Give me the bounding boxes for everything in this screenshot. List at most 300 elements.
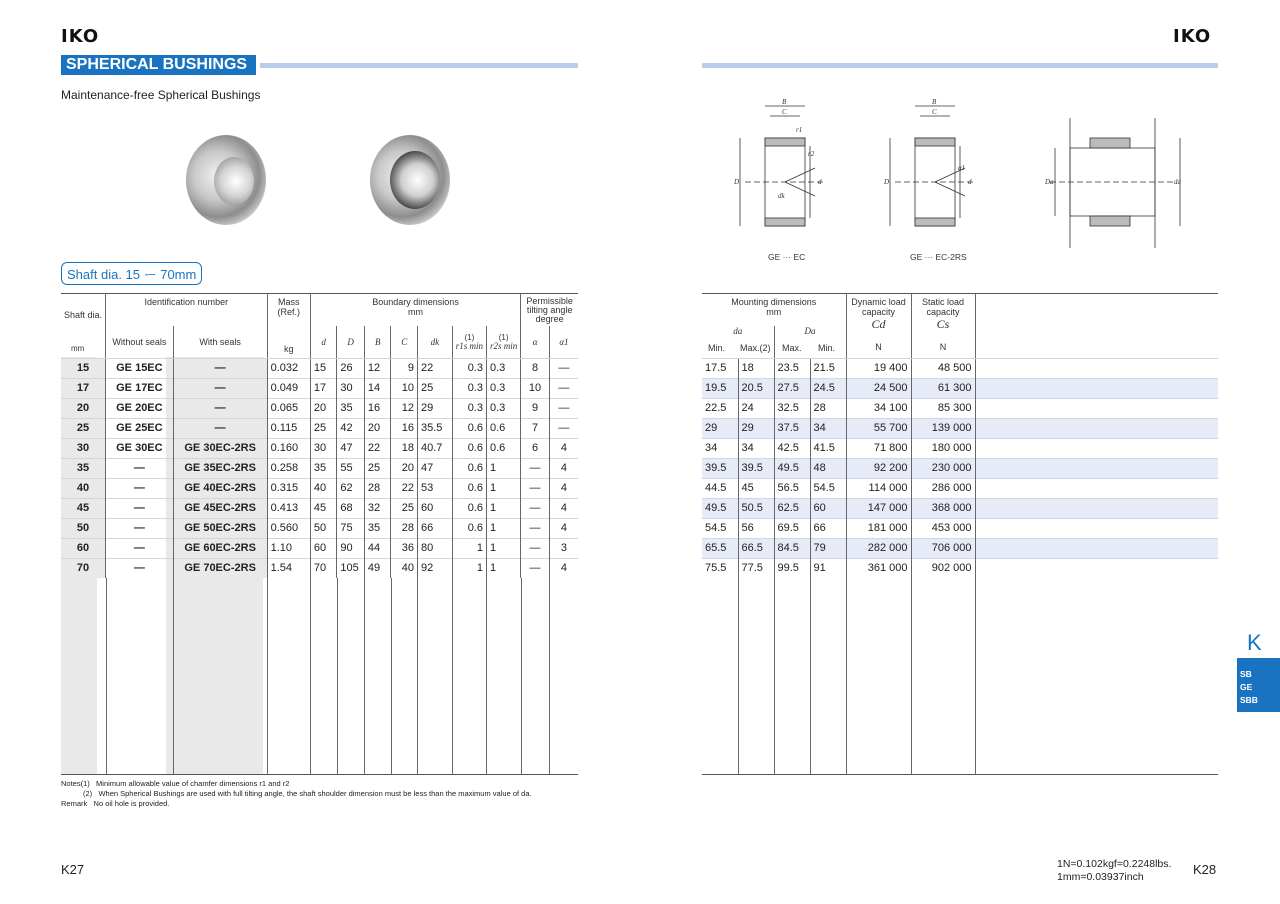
column-rule	[810, 578, 811, 775]
dim-label-D: D	[734, 178, 740, 186]
cell-cs: 139 000	[911, 418, 975, 438]
dim-label-d-2rs: d	[968, 178, 972, 186]
cell-da_max: 29	[738, 418, 774, 438]
cell-D: 26	[337, 358, 365, 378]
side-tab-index[interactable]	[1237, 658, 1280, 712]
column-rule	[267, 578, 268, 775]
cell-a1: —	[549, 358, 578, 378]
cell-D: 75	[337, 518, 365, 538]
cell-r1: 0.3	[452, 358, 486, 378]
table-row	[702, 438, 1218, 458]
cell-C: 25	[391, 498, 418, 518]
cell-mass: 1.54	[267, 558, 310, 578]
head-without: Without seals	[106, 326, 174, 358]
cell-with: —	[173, 358, 267, 378]
cell-r1: 0.6	[452, 458, 486, 478]
cross-section-drawings	[730, 98, 1220, 268]
cell-da_max: 24	[738, 398, 774, 418]
cell-mass: 0.160	[267, 438, 310, 458]
cell-C: 10	[391, 378, 418, 398]
column-rule	[738, 578, 739, 775]
cell-with: GE 50EC-2RS	[173, 518, 267, 538]
cell-a1: 3	[549, 538, 578, 558]
dim-label-Da: Da	[1045, 178, 1054, 186]
cell-r2: 0.6	[486, 418, 520, 438]
cell-da_min: 19.5	[702, 378, 738, 398]
dim-label-r2: r2	[808, 150, 815, 158]
cell-B: 20	[364, 418, 391, 438]
head-static: Static load capacity Cs N	[911, 294, 975, 358]
cell-C: 22	[391, 478, 418, 498]
cell-D: 42	[337, 418, 365, 438]
cell-C: 20	[391, 458, 418, 478]
cell-C: 28	[391, 518, 418, 538]
cell-cs: 61 300	[911, 378, 975, 398]
head-boundary	[310, 294, 520, 326]
head-alpha1: α1	[549, 326, 578, 358]
cell-da_min: 44.5	[702, 478, 738, 498]
cell-r1: 0.3	[452, 398, 486, 418]
cell-cd: 55 700	[846, 418, 911, 438]
cell-shaft: 50	[61, 518, 106, 538]
cell-without: —	[106, 478, 174, 498]
head-Da: Da	[774, 326, 846, 358]
cell-dk: 80	[417, 538, 452, 558]
cell-without: GE 25EC	[106, 418, 174, 438]
cell-d: 15	[310, 358, 337, 378]
cell-a1: 4	[549, 558, 578, 578]
cell-D: 47	[337, 438, 365, 458]
cell-shaft: 15	[61, 358, 106, 378]
table-row	[702, 498, 1218, 518]
head-da-max: Max.(2)	[740, 342, 771, 353]
cell-without: GE 30EC	[106, 438, 174, 458]
cell-da_max: 56	[738, 518, 774, 538]
cell-cd: 92 200	[846, 458, 911, 478]
cell-Da_max: 99.5	[774, 558, 810, 578]
table-row	[61, 498, 578, 518]
unit-conversion	[1057, 858, 1171, 884]
head-da-min: Min.	[708, 342, 726, 353]
cell-da_min: 54.5	[702, 518, 738, 538]
cell-da_min: 17.5	[702, 358, 738, 378]
cell-blank	[975, 498, 1218, 518]
dim-label-C: C	[782, 108, 787, 116]
head-mass-unit: kg	[267, 326, 310, 358]
cell-dk: 60	[417, 498, 452, 518]
cell-a1: 4	[549, 478, 578, 498]
dim-label-D-2rs: D	[884, 178, 890, 186]
cell-without: GE 15EC	[106, 358, 174, 378]
head-d: d	[310, 326, 337, 358]
cell-without: —	[106, 458, 174, 478]
cell-Da_min: 41.5	[810, 438, 846, 458]
cell-r2: 0.3	[486, 358, 520, 378]
cell-Da_min: 79	[810, 538, 846, 558]
dim-label-r1: r1	[796, 126, 803, 134]
shaft-range-badge: Shaft dia. 15 ー 70mm	[61, 262, 202, 285]
head-da: da	[733, 325, 743, 336]
cell-shaft: 20	[61, 398, 106, 418]
brand-logo-right: IKO	[1173, 26, 1212, 47]
cell-D: 105	[337, 558, 365, 578]
cell-C: 12	[391, 398, 418, 418]
head-mounting-unit: mm	[766, 307, 782, 317]
cell-a1: 4	[549, 458, 578, 478]
cell-B: 32	[364, 498, 391, 518]
cell-cs: 706 000	[911, 538, 975, 558]
cell-D: 62	[337, 478, 365, 498]
column-rule	[486, 578, 487, 775]
cell-d: 45	[310, 498, 337, 518]
cell-dk: 35.5	[417, 418, 452, 438]
cell-with: —	[173, 418, 267, 438]
cell-cs: 48 500	[911, 358, 975, 378]
table-row	[61, 478, 578, 498]
side-tab-sbb[interactable]: SBB	[1240, 695, 1258, 705]
cell-a1: —	[549, 378, 578, 398]
cell-cd: 361 000	[846, 558, 911, 578]
cell-da_min: 34	[702, 438, 738, 458]
table-row	[61, 398, 578, 418]
cell-mass: 0.115	[267, 418, 310, 438]
cell-without: GE 20EC	[106, 398, 174, 418]
side-tab-letter: K	[1247, 630, 1262, 655]
cell-shaft: 70	[61, 558, 106, 578]
cell-blank	[975, 458, 1218, 478]
cell-Da_max: 37.5	[774, 418, 810, 438]
head-ident: Identification number	[106, 294, 268, 326]
side-tab-sb[interactable]: SB	[1240, 669, 1252, 679]
cell-da_max: 20.5	[738, 378, 774, 398]
cell-d: 17	[310, 378, 337, 398]
cell-blank	[975, 538, 1218, 558]
page-number-right: K28	[1193, 862, 1217, 877]
cell-d: 25	[310, 418, 337, 438]
cell-cs: 180 000	[911, 438, 975, 458]
cell-shaft: 45	[61, 498, 106, 518]
cell-da_max: 66.5	[738, 538, 774, 558]
cell-B: 22	[364, 438, 391, 458]
cell-D: 55	[337, 458, 365, 478]
cell-blank	[975, 418, 1218, 438]
table-row	[702, 518, 1218, 538]
cell-Da_max: 42.5	[774, 438, 810, 458]
column-rule	[391, 578, 392, 775]
cell-Da_min: 48	[810, 458, 846, 478]
head-dynamic: Dynamic load capacity Cd N	[846, 294, 911, 358]
cell-cs: 453 000	[911, 518, 975, 538]
cell-Da_max: 62.5	[774, 498, 810, 518]
cell-cs: 230 000	[911, 458, 975, 478]
cell-cd: 71 800	[846, 438, 911, 458]
cell-Da_min: 66	[810, 518, 846, 538]
cell-without: GE 17EC	[106, 378, 174, 398]
cell-a: —	[521, 518, 550, 538]
cell-without: —	[106, 518, 174, 538]
cell-shaft: 35	[61, 458, 106, 478]
section-title: SPHERICAL BUSHINGS	[61, 55, 256, 75]
cell-d: 40	[310, 478, 337, 498]
head-shaft: Shaft dia.	[64, 310, 103, 320]
cell-D: 90	[337, 538, 365, 558]
column-rule	[452, 578, 453, 775]
cell-a: 7	[521, 418, 550, 438]
conversion-force: 1N=0.102kgf=0.2248lbs.	[1057, 858, 1172, 870]
dim-label-d: d	[818, 178, 822, 186]
cell-d: 30	[310, 438, 337, 458]
cell-B: 28	[364, 478, 391, 498]
cell-r1: 1	[452, 558, 486, 578]
cell-Da_max: 27.5	[774, 378, 810, 398]
head-Da-min: Min.	[818, 342, 836, 353]
cell-C: 18	[391, 438, 418, 458]
brand-logo-left: IKO	[61, 26, 100, 47]
cell-blank	[975, 358, 1218, 378]
column-rule	[173, 578, 174, 775]
cell-dk: 29	[417, 398, 452, 418]
cell-cd: 147 000	[846, 498, 911, 518]
column-rule	[521, 578, 522, 775]
cell-with: GE 30EC-2RS	[173, 438, 267, 458]
drawing-ge-ec	[740, 106, 825, 226]
cell-blank	[975, 378, 1218, 398]
caption-ge-ec-2rs: GE ··· EC-2RS	[910, 252, 967, 262]
cell-Da_min: 28	[810, 398, 846, 418]
note-2: (2) When Spherical Bushings are used with full tilting angle, the shaft shoulder dimension must be less than the maximum value of da.	[83, 789, 532, 798]
cell-Da_min: 91	[810, 558, 846, 578]
cell-shaft: 17	[61, 378, 106, 398]
cell-r2: 0.3	[486, 378, 520, 398]
side-tab-ge[interactable]: GE	[1240, 682, 1253, 692]
cell-a1: —	[549, 398, 578, 418]
cell-da_min: 49.5	[702, 498, 738, 518]
cell-with: —	[173, 378, 267, 398]
notes	[61, 779, 532, 809]
head-C: C	[391, 326, 418, 358]
cell-without: —	[106, 498, 174, 518]
cell-Da_min: 34	[810, 418, 846, 438]
cell-B: 49	[364, 558, 391, 578]
table-row	[61, 418, 578, 438]
cell-blank	[975, 438, 1218, 458]
table-row	[61, 538, 578, 558]
cell-with: —	[173, 398, 267, 418]
cell-cd: 181 000	[846, 518, 911, 538]
caption-ge-ec: GE ··· EC	[768, 252, 806, 262]
cell-r2: 1	[486, 498, 520, 518]
cell-Da_max: 23.5	[774, 358, 810, 378]
cell-blank	[975, 558, 1218, 578]
cell-d: 50	[310, 518, 337, 538]
cell-D: 68	[337, 498, 365, 518]
column-rule	[774, 578, 775, 775]
head-with: With seals	[173, 326, 267, 358]
cell-r2: 1	[486, 478, 520, 498]
cell-d: 70	[310, 558, 337, 578]
cell-shaft: 40	[61, 478, 106, 498]
table-row	[61, 378, 578, 398]
table-row	[702, 538, 1218, 558]
cell-dk: 53	[417, 478, 452, 498]
subtitle: Maintenance-free Spherical Bushings	[61, 88, 261, 102]
dim-label-dk: dk	[778, 192, 785, 200]
head-perm: Permissible tilting angle degree	[521, 294, 578, 326]
dim-label-C-2rs: C	[932, 108, 937, 116]
product-photo-ec-2rs	[370, 135, 450, 225]
note-1: Notes(1) Minimum allowable value of chamfer dimensions r1 and r2	[61, 779, 290, 788]
cell-da_min: 22.5	[702, 398, 738, 418]
cell-Da_min: 21.5	[810, 358, 846, 378]
cell-Da_min: 24.5	[810, 378, 846, 398]
cell-without: —	[106, 558, 174, 578]
cell-da_min: 39.5	[702, 458, 738, 478]
cell-mass: 0.413	[267, 498, 310, 518]
cell-Da_min: 60	[810, 498, 846, 518]
cell-D: 30	[337, 378, 365, 398]
column-rule	[106, 578, 107, 775]
cell-a: —	[521, 498, 550, 518]
cell-B: 12	[364, 358, 391, 378]
cell-dk: 40.7	[417, 438, 452, 458]
dim-label-alpha1: α1	[958, 164, 966, 172]
cell-Da_max: 84.5	[774, 538, 810, 558]
cell-a1: 4	[549, 438, 578, 458]
cell-with: GE 40EC-2RS	[173, 478, 267, 498]
cell-a1: 4	[549, 518, 578, 538]
cell-cd: 24 500	[846, 378, 911, 398]
cell-cd: 282 000	[846, 538, 911, 558]
cell-cd: 114 000	[846, 478, 911, 498]
cell-mass: 1.10	[267, 538, 310, 558]
conversion-length: 1mm=0.03937inch	[1057, 871, 1144, 883]
cell-r1: 0.6	[452, 518, 486, 538]
cell-shaft: 60	[61, 538, 106, 558]
cell-d: 35	[310, 458, 337, 478]
cell-a: 10	[521, 378, 550, 398]
cell-B: 44	[364, 538, 391, 558]
cell-shaft: 30	[61, 438, 106, 458]
table-row	[61, 358, 578, 378]
cell-mass: 0.049	[267, 378, 310, 398]
head-empty	[975, 294, 1218, 358]
head-dk: dk	[417, 326, 452, 358]
cell-blank	[975, 518, 1218, 538]
column-rule	[337, 578, 338, 775]
cell-a1: 4	[549, 498, 578, 518]
right-table	[702, 293, 1218, 578]
dim-label-B: B	[782, 98, 787, 106]
left-table	[61, 293, 578, 578]
cell-a: 8	[521, 358, 550, 378]
cell-dk: 22	[417, 358, 452, 378]
cell-B: 14	[364, 378, 391, 398]
cell-C: 40	[391, 558, 418, 578]
table-row	[702, 378, 1218, 398]
dim-label-B-2rs: B	[932, 98, 937, 106]
cell-Da_max: 49.5	[774, 458, 810, 478]
cell-cs: 368 000	[911, 498, 975, 518]
table-row	[702, 558, 1218, 578]
table-row	[61, 438, 578, 458]
cell-a: —	[521, 558, 550, 578]
cell-Da_max: 56.5	[774, 478, 810, 498]
head-r2: (1) r2s min	[486, 326, 520, 358]
cell-a: —	[521, 458, 550, 478]
cell-cs: 85 300	[911, 398, 975, 418]
cell-with: GE 45EC-2RS	[173, 498, 267, 518]
cell-a: —	[521, 478, 550, 498]
cell-r2: 1	[486, 558, 520, 578]
cell-mass: 0.258	[267, 458, 310, 478]
table-row	[702, 418, 1218, 438]
cell-with: GE 35EC-2RS	[173, 458, 267, 478]
cell-C: 9	[391, 358, 418, 378]
cell-dk: 92	[417, 558, 452, 578]
product-photo-ec	[186, 135, 266, 225]
head-boundary-label: Boundary dimensions	[372, 297, 459, 307]
cell-a: —	[521, 538, 550, 558]
cell-B: 35	[364, 518, 391, 538]
table-row	[61, 558, 578, 578]
cell-without: —	[106, 538, 174, 558]
table-row	[702, 358, 1218, 378]
cell-r2: 0.3	[486, 398, 520, 418]
cell-shaft: 25	[61, 418, 106, 438]
cell-mass: 0.315	[267, 478, 310, 498]
column-rule	[417, 578, 418, 775]
page-number-left: K27	[61, 862, 85, 877]
cell-cd: 34 100	[846, 398, 911, 418]
head-alpha: α	[521, 326, 550, 358]
head-boundary-unit: mm	[408, 307, 424, 317]
cell-C: 36	[391, 538, 418, 558]
cell-da_max: 50.5	[738, 498, 774, 518]
dim-label-da: da	[1174, 178, 1181, 186]
cell-D: 35	[337, 398, 365, 418]
table-row	[702, 398, 1218, 418]
column-rule	[310, 578, 311, 775]
cell-d: 20	[310, 398, 337, 418]
cell-a: 9	[521, 398, 550, 418]
head-B: B	[364, 326, 391, 358]
cell-mass: 0.065	[267, 398, 310, 418]
column-rule	[364, 578, 365, 775]
cell-r1: 0.6	[452, 418, 486, 438]
cell-mass: 0.560	[267, 518, 310, 538]
cell-Da_min: 54.5	[810, 478, 846, 498]
cell-cs: 902 000	[911, 558, 975, 578]
head-mass: Mass (Ref.)	[267, 294, 310, 326]
cell-da_min: 65.5	[702, 538, 738, 558]
cell-r2: 1	[486, 458, 520, 478]
title-rule-left	[260, 63, 578, 68]
head-D: D	[337, 326, 365, 358]
cell-da_min: 29	[702, 418, 738, 438]
remark: Remark No oil hole is provided.	[61, 799, 170, 808]
cell-r1: 0.6	[452, 498, 486, 518]
cell-r1: 0.3	[452, 378, 486, 398]
cell-da_min: 75.5	[702, 558, 738, 578]
cell-cd: 19 400	[846, 358, 911, 378]
cell-r1: 1	[452, 538, 486, 558]
cell-dk: 25	[417, 378, 452, 398]
cell-dk: 47	[417, 458, 452, 478]
table-row	[61, 458, 578, 478]
cell-da_max: 34	[738, 438, 774, 458]
cell-B: 25	[364, 458, 391, 478]
column-rule	[911, 578, 912, 775]
